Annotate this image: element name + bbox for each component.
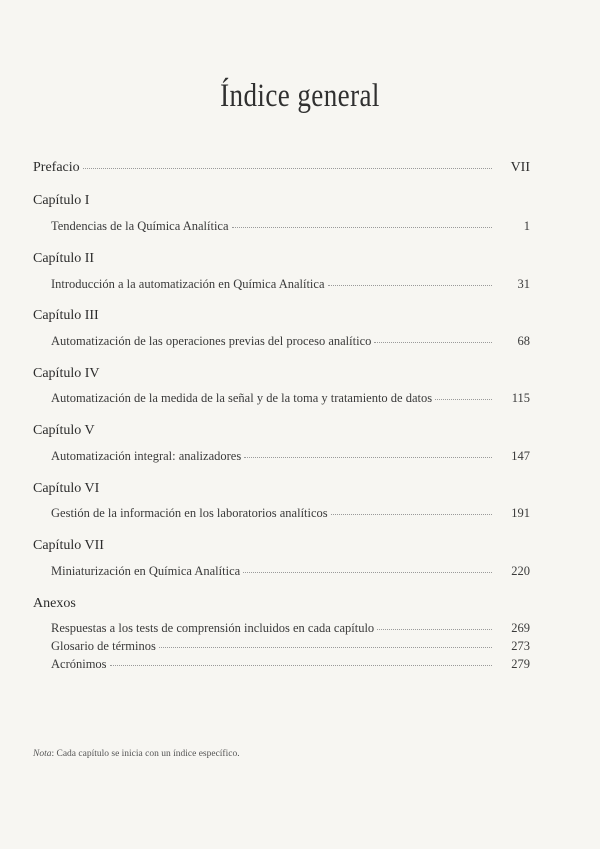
- dot-leader: [244, 457, 492, 458]
- toc-entry-label: Automatización de las operaciones previas del proceso analítico: [51, 334, 372, 348]
- toc-page-number: 269: [511, 621, 530, 635]
- toc-entry[interactable]: [51, 564, 530, 579]
- footnote: [33, 749, 240, 759]
- dot-leader: [159, 647, 492, 648]
- dot-leader: [374, 342, 492, 343]
- chapter-heading: Capítulo III: [33, 308, 99, 323]
- toc-entry-label: Automatización de la medida de la señal y de la toma y tratamiento de datos: [51, 391, 433, 405]
- chapter-heading: Capítulo IV: [33, 366, 100, 381]
- dot-leader: [232, 227, 492, 228]
- toc-entry[interactable]: [51, 391, 530, 406]
- dot-leader: [110, 665, 492, 666]
- toc-page-number: 68: [517, 334, 530, 348]
- toc-page-number: 31: [517, 277, 530, 291]
- toc-page-number: 1: [523, 219, 530, 233]
- toc-entry[interactable]: [51, 219, 530, 234]
- chapter-heading: Capítulo I: [33, 193, 90, 208]
- chapter-heading: Capítulo VII: [33, 538, 104, 553]
- toc-page-number: 147: [511, 449, 530, 463]
- anexos-heading: Anexos: [33, 596, 76, 611]
- toc-entry-label: Tendencias de la Química Analítica: [51, 219, 229, 233]
- footnote-prefix: Nota: [33, 749, 52, 759]
- toc-entry-prefacio[interactable]: [33, 160, 530, 176]
- toc-page-number: 279: [511, 657, 530, 671]
- toc-entry[interactable]: [51, 506, 530, 521]
- toc-entry[interactable]: [51, 449, 530, 464]
- toc-page-number: 191: [511, 506, 530, 520]
- toc-entry-label: Miniaturización en Química Analítica: [51, 564, 241, 578]
- dot-leader: [435, 399, 492, 400]
- toc-entry-label: Prefacio: [33, 160, 80, 175]
- toc-entry[interactable]: [51, 639, 530, 654]
- dot-leader: [328, 285, 492, 286]
- toc-entry-label: Acrónimos: [51, 657, 107, 671]
- dot-leader: [83, 168, 492, 169]
- toc-entry-label: Glosario de términos: [51, 639, 156, 653]
- toc-page-number: 273: [511, 639, 530, 653]
- chapter-heading: Capítulo II: [33, 251, 95, 266]
- dot-leader: [243, 572, 492, 573]
- dot-leader: [377, 629, 492, 630]
- toc-entry-label: Respuestas a los tests de comprensión incluidos en cada capítulo: [51, 621, 375, 635]
- toc-entry-label: Introducción a la automatización en Química Analítica: [51, 277, 325, 291]
- chapter-heading: Capítulo VI: [33, 481, 100, 496]
- toc-entry[interactable]: [51, 277, 530, 292]
- toc-page-number: 115: [511, 391, 530, 405]
- page-title: Índice general: [220, 78, 380, 114]
- toc-entry-label: Gestión de la información en los laboratorios analíticos: [51, 506, 328, 520]
- footnote-text: : Cada capítulo se inicia con un índice específico.: [51, 749, 240, 759]
- toc-entry[interactable]: [51, 621, 530, 636]
- toc-page-number: 220: [511, 564, 530, 578]
- dot-leader: [331, 514, 492, 515]
- toc-entry[interactable]: [51, 657, 530, 672]
- chapter-heading: Capítulo V: [33, 423, 95, 438]
- toc-page-number: VII: [510, 160, 530, 175]
- toc-entry-label: Automatización integral: analizadores: [51, 449, 242, 463]
- toc-entry[interactable]: [51, 334, 530, 349]
